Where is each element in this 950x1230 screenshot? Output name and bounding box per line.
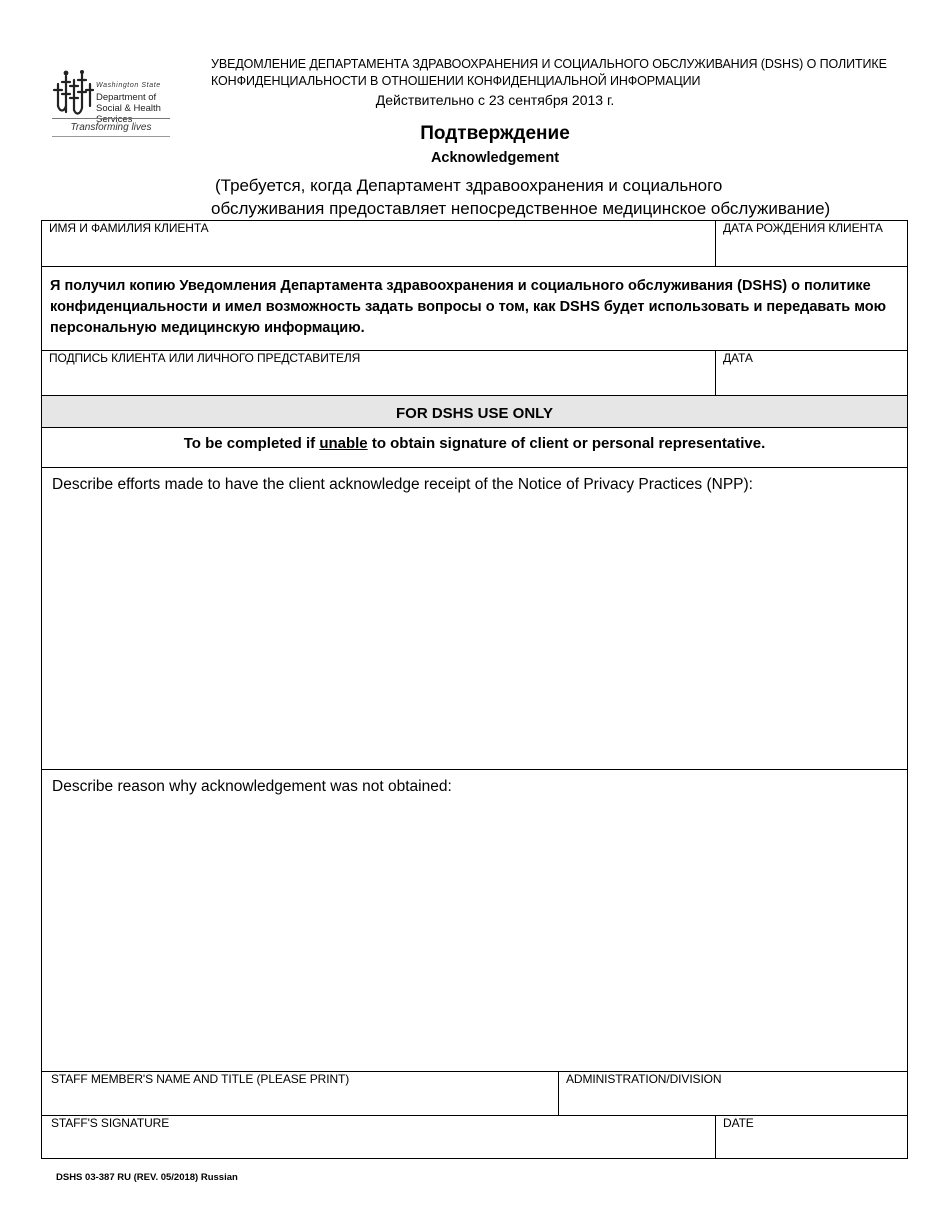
requirement-note [211, 174, 911, 220]
requirement-note-line2: обслуживания предоставляет непосредственное медицинское обслуживание) [211, 199, 831, 218]
client-info-row [42, 221, 907, 267]
completion-instruction [42, 428, 907, 468]
staff-name-field[interactable] [44, 1072, 558, 1115]
staff-signature-row [42, 1116, 907, 1158]
staff-name-label: STAFF MEMBER'S NAME AND TITLE (PLEASE PRINT) [51, 1072, 350, 1086]
client-dob-label: ДАТА РОЖДЕНИЯ КЛИЕНТА [723, 221, 883, 235]
effective-date: Действительно с 23 сентября 2013 г. [375, 92, 615, 108]
client-dob-field[interactable] [715, 221, 907, 266]
administration-label: ADMINISTRATION/DIVISION [566, 1072, 722, 1086]
efforts-description-label: Describe efforts made to have the client acknowledge receipt of the Notice of Privacy Practices (NPP): [52, 476, 753, 493]
client-signature-label: ПОДПИСЬ КЛИЕНТА ИЛИ ЛИЧНОГО ПРЕДСТАВИТЕЛЯ [49, 351, 361, 365]
reason-description-label: Describe reason why acknowledgement was not obtained: [52, 778, 452, 795]
completion-prefix: To be completed if [183, 435, 320, 452]
page-subtitle: Acknowledgement [430, 150, 560, 166]
requirement-note-line1: (Требуется, когда Департамент здравоохранения и социального [215, 176, 723, 195]
staff-info-row [42, 1072, 907, 1116]
logo-department: Department of Social & Health Services [96, 92, 161, 125]
notice-heading: УВЕДОМЛЕНИЕ ДЕПАРТАМЕНТА ЗДРАВООХРАНЕНИЯ И СОЦИАЛЬНОГО ОБСЛУЖИВАНИЯ (DSHS) О ПОЛИТИКЕ КОНФИДЕНЦИАЛЬНОСТИ В ОТНОШЕНИИ КОНФИДЕНЦИАЛЬНОЙ ИНФОРМАЦИИ [211, 57, 887, 88]
administration-field[interactable] [558, 1072, 907, 1115]
form-code: DSHS 03-387 RU (REV. 05/2018) Russian [56, 1172, 238, 1183]
client-name-field[interactable] [42, 221, 715, 266]
staff-date-field[interactable] [715, 1116, 907, 1158]
dshs-use-only-banner: FOR DSHS USE ONLY [42, 396, 907, 428]
staff-date-label: DATE [723, 1116, 754, 1130]
client-date-label: ДАТА [723, 351, 753, 365]
client-signature-row [42, 351, 907, 396]
client-signature-field[interactable] [42, 351, 715, 395]
logo-divider [52, 118, 170, 119]
staff-signature-field[interactable] [44, 1116, 715, 1158]
completion-unable: unable [319, 435, 368, 452]
acknowledgement-statement: Я получил копию Уведомления Департамента здравоохранения и социального обслуживания (DSHS) о политике конфиденциальности и имел возможность задать вопросы о том, как DSHS будет использовать и передавать мою персональную медицинскую информацию. [42, 267, 907, 351]
logo-tagline: Transforming lives [70, 122, 152, 133]
logo-state: Washington State [96, 82, 161, 89]
page-title: Подтверждение [420, 123, 570, 144]
acknowledgement-form [41, 220, 908, 1159]
efforts-description-field[interactable] [42, 468, 907, 770]
reason-description-field[interactable] [42, 770, 907, 1072]
client-name-label: ИМЯ И ФАМИЛИЯ КЛИЕНТА [49, 221, 209, 235]
staff-signature-label: STAFF'S SIGNATURE [51, 1116, 170, 1130]
client-date-field[interactable] [715, 351, 907, 395]
completion-suffix: to obtain signature of client or personal representative. [367, 435, 766, 452]
